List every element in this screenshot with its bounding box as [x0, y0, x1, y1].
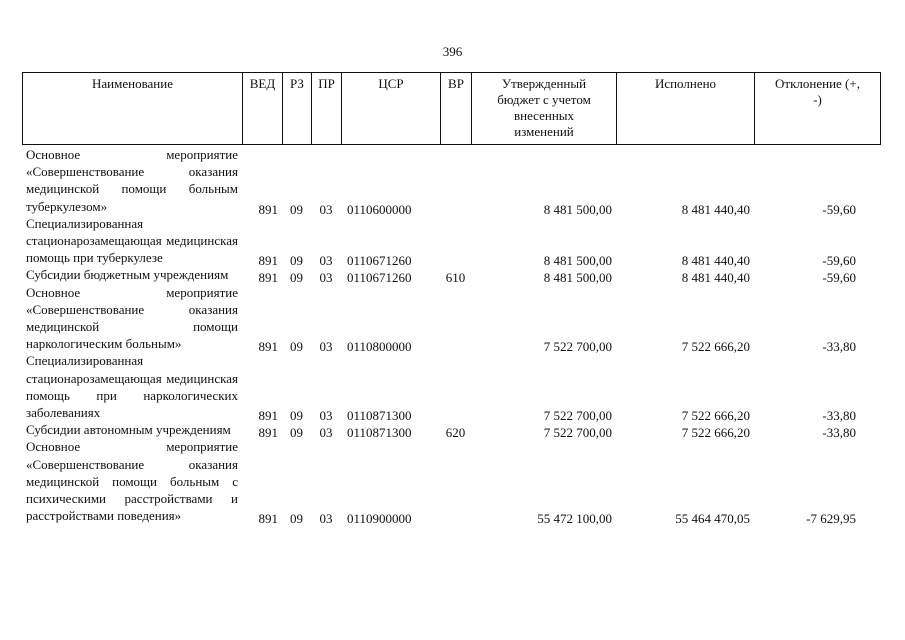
row-csr: 0110871300 [347, 425, 412, 441]
row-rz: 09 [290, 425, 303, 441]
row-approved: 7 522 700,00 [543, 425, 612, 441]
table-row [22, 215, 880, 267]
row-ved: 891 [258, 339, 278, 355]
row-pr: 03 [319, 408, 333, 424]
row-pr: 03 [319, 425, 333, 441]
header-approved: Утвержденный бюджет с учетом внесенных изменений [472, 73, 617, 145]
row-executed: 55 464 470,05 [675, 511, 750, 527]
row-vr: 610 [445, 270, 466, 286]
table-row [22, 438, 880, 524]
row-csr: 0110671260 [347, 253, 412, 269]
row-ved: 891 [258, 511, 278, 527]
row-rz: 09 [290, 201, 303, 217]
row-csr: 0110671260 [347, 270, 412, 286]
header-rz: РЗ [283, 73, 312, 145]
header-deviation: Отклонение (+, -) [755, 73, 881, 145]
row-deviation: -59,60 [822, 253, 856, 269]
row-executed: 8 481 440,40 [681, 201, 750, 217]
row-name: Основное мероприятие «Совершенствование оказания медицинской помощи наркологическим больным» [26, 284, 238, 352]
row-ved: 891 [258, 425, 278, 441]
row-pr: 03 [319, 511, 333, 527]
header-vr: ВР [441, 73, 472, 145]
row-csr: 0110900000 [347, 511, 412, 527]
row-name: Основное мероприятие «Совершенствование оказания медицинской помощи больным с психическими расстройствами и расстройствами поведения» [26, 439, 238, 524]
row-vr: 620 [445, 425, 466, 441]
row-deviation: -33,80 [822, 425, 856, 441]
row-name: Специализированная стационарозамещающая медицинская помощь при туберкулезе [26, 215, 238, 266]
row-approved: 7 522 700,00 [543, 408, 612, 424]
row-deviation: -59,60 [822, 201, 856, 217]
row-csr: 0110800000 [347, 339, 412, 355]
row-pr: 03 [319, 270, 333, 286]
row-pr: 03 [319, 339, 333, 355]
row-rz: 09 [290, 408, 303, 424]
header-name: Наименование [23, 73, 243, 145]
row-name: Субсидии бюджетным учреждениям [26, 267, 229, 283]
row-pr: 03 [319, 201, 333, 217]
row-approved: 8 481 500,00 [543, 253, 612, 269]
row-approved: 55 472 100,00 [537, 511, 612, 527]
row-deviation: -59,60 [822, 270, 856, 286]
row-rz: 09 [290, 511, 303, 527]
row-deviation: -33,80 [822, 339, 856, 355]
row-pr: 03 [319, 253, 333, 269]
row-executed: 7 522 666,20 [681, 425, 750, 441]
row-name: Специализированная стационарозамещающая медицинская помощь при наркологических заболеваниях [26, 353, 238, 421]
row-ved: 891 [258, 408, 278, 424]
row-name: Основное мероприятие «Совершенствование оказания медицинской помощи больным туберкулезом» [26, 147, 238, 214]
row-rz: 09 [290, 339, 303, 355]
table-row [22, 421, 880, 438]
row-executed: 8 481 440,40 [681, 253, 750, 269]
table-row [22, 266, 880, 283]
row-ved: 891 [258, 201, 278, 217]
header-pr: ПР [312, 73, 342, 145]
header-csr: ЦСР [342, 73, 441, 145]
table-row [22, 284, 880, 353]
header-executed: Исполнено [617, 73, 755, 145]
budget-table [22, 146, 880, 527]
row-rz: 09 [290, 253, 303, 269]
row-approved: 8 481 500,00 [543, 270, 612, 286]
table-header [22, 72, 881, 145]
row-executed: 7 522 666,20 [681, 408, 750, 424]
row-name: Субсидии автономным учреждениям [26, 422, 231, 438]
row-executed: 8 481 440,40 [681, 270, 750, 286]
row-rz: 09 [290, 270, 303, 286]
row-ved: 891 [258, 253, 278, 269]
row-deviation: -7 629,95 [806, 511, 856, 527]
row-csr: 0110600000 [347, 201, 412, 217]
row-csr: 0110871300 [347, 408, 412, 424]
page-number: 396 [442, 44, 463, 59]
row-deviation: -33,80 [822, 408, 856, 424]
table-row [22, 146, 880, 215]
header-ved: ВЕД [243, 73, 283, 145]
row-approved: 7 522 700,00 [543, 339, 612, 355]
table-row [22, 352, 880, 421]
row-approved: 8 481 500,00 [543, 201, 612, 217]
row-ved: 891 [258, 270, 278, 286]
row-executed: 7 522 666,20 [681, 339, 750, 355]
